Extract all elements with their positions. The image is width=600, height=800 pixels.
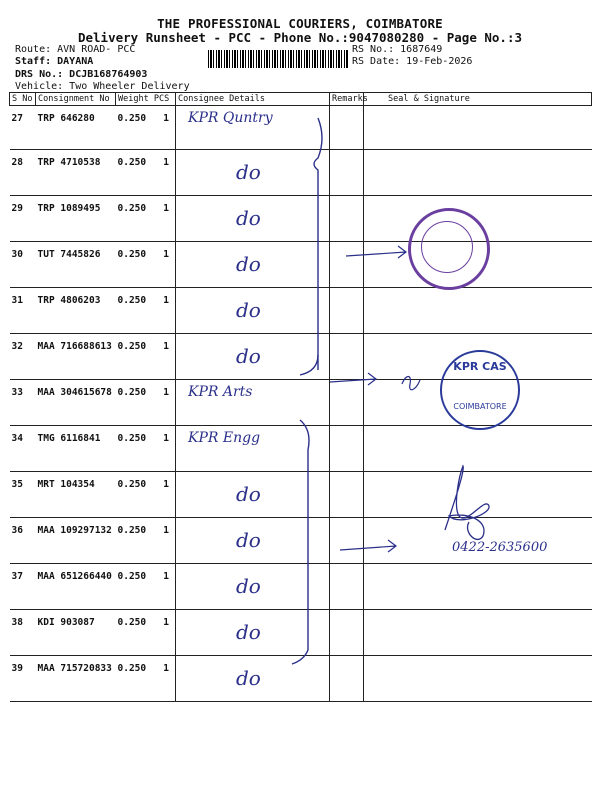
row-sno: 30: [10, 242, 36, 288]
row-consignee: [176, 656, 330, 702]
col-consignment: Consignment No: [36, 93, 116, 106]
row-seal: [364, 610, 592, 656]
row-consignment: MAA 715720833: [36, 656, 116, 702]
row-weight-pcs: 0.250 1: [116, 610, 176, 656]
row-consignee: [176, 380, 330, 426]
row-consignee: [176, 288, 330, 334]
row-consignment: MAA 304615678: [36, 380, 116, 426]
row-weight-pcs: 0.250 1: [116, 334, 176, 380]
row-weight-pcs: 0.250 1: [116, 426, 176, 472]
table-row: [10, 564, 592, 610]
vehicle-label: Vehicle: Two Wheeler Delivery: [15, 81, 190, 92]
row-weight-pcs: 0.250 1: [116, 380, 176, 426]
row-weight-pcs: 0.250 1: [116, 242, 176, 288]
col-remarks: Remarks: [330, 93, 364, 106]
row-sno: 29: [10, 196, 36, 242]
rs-date: RS Date: 19-Feb-2026: [352, 56, 473, 67]
row-consignment: TRP 1089495: [36, 196, 116, 242]
row-seal: [364, 150, 592, 196]
row-sno: 36: [10, 518, 36, 564]
row-sno: 39: [10, 656, 36, 702]
stamp-kpr-cas-text: KPR CAS: [453, 360, 507, 373]
row-consignee: [176, 472, 330, 518]
row-seal: [364, 106, 592, 150]
table-row: [10, 288, 592, 334]
row-consignee: [176, 518, 330, 564]
col-weight-pcs: Weight PCS: [116, 93, 176, 106]
barcode: [208, 50, 348, 68]
row-remarks: [330, 106, 364, 150]
row-consignee: [176, 196, 330, 242]
consignee-handwritten: do: [236, 620, 261, 644]
table-row: [10, 610, 592, 656]
phone-handwritten: 0422-2635600: [452, 540, 548, 555]
row-consignee: [176, 334, 330, 380]
row-consignee: [176, 242, 330, 288]
row-sno: 34: [10, 426, 36, 472]
table-row: [10, 196, 592, 242]
row-weight-pcs: 0.250 1: [116, 196, 176, 242]
row-consignee: [176, 610, 330, 656]
row-consignee: [176, 106, 330, 150]
consignee-handwritten: KPR Arts: [188, 384, 253, 400]
table-row: [10, 656, 592, 702]
runsheet-subtitle: Delivery Runsheet - PCC - Phone No.:9047080280 - Page No.:3: [77, 30, 522, 45]
col-seal: Seal & Signature: [364, 93, 592, 106]
row-seal: [364, 472, 592, 518]
row-seal: [364, 564, 592, 610]
row-remarks: [330, 288, 364, 334]
stamp-round-1: [408, 208, 490, 290]
table-header-row: [10, 93, 592, 106]
row-remarks: [330, 610, 364, 656]
row-consignment: TRP 646280: [36, 106, 116, 150]
col-sno: S No: [10, 93, 36, 106]
row-sno: 37: [10, 564, 36, 610]
consignee-handwritten: do: [236, 574, 261, 598]
row-remarks: [330, 242, 364, 288]
route-label: Route: AVN ROAD- PCC: [15, 44, 136, 55]
col-consignee: Consignee Details: [176, 93, 330, 106]
row-seal: [364, 288, 592, 334]
consignee-handwritten: do: [236, 666, 261, 690]
row-consignment: MAA 651266440: [36, 564, 116, 610]
row-remarks: [330, 196, 364, 242]
stamp-kpr-cas: [440, 350, 520, 430]
row-consignment: TUT 7445826: [36, 242, 116, 288]
row-sno: 31: [10, 288, 36, 334]
consignee-handwritten: do: [236, 482, 261, 506]
row-sno: 38: [10, 610, 36, 656]
row-remarks: [330, 518, 364, 564]
row-weight-pcs: 0.250 1: [116, 288, 176, 334]
row-weight-pcs: 0.250 1: [116, 656, 176, 702]
row-weight-pcs: 0.250 1: [116, 150, 176, 196]
row-seal: [364, 656, 592, 702]
row-consignment: KDI 903087: [36, 610, 116, 656]
row-sno: 32: [10, 334, 36, 380]
stamp-round-1-inner: [421, 221, 473, 273]
row-weight-pcs: 0.250 1: [116, 106, 176, 150]
company-title: THE PROFESSIONAL COURIERS, COIMBATORE: [157, 16, 443, 31]
table-row: [10, 150, 592, 196]
row-seal: [364, 426, 592, 472]
row-sno: 28: [10, 150, 36, 196]
consignee-handwritten: do: [236, 252, 261, 276]
consignee-handwritten: do: [236, 160, 261, 184]
stamp-kpr-cas-sub: COIMBATORE: [453, 402, 507, 411]
consignee-handwritten: do: [236, 206, 261, 230]
consignee-handwritten: do: [236, 298, 261, 322]
row-consignee: [176, 150, 330, 196]
row-consignee: [176, 564, 330, 610]
row-sno: 27: [10, 106, 36, 150]
consignee-handwritten: do: [236, 528, 261, 552]
row-consignment: TRP 4710538: [36, 150, 116, 196]
row-consignment: MAA 716688613: [36, 334, 116, 380]
row-consignment: TMG 6116841: [36, 426, 116, 472]
row-remarks: [330, 150, 364, 196]
row-sno: 35: [10, 472, 36, 518]
table-row: [10, 106, 592, 150]
row-consignment: MRT 104354: [36, 472, 116, 518]
staff-label: Staff: DAYANA: [15, 56, 94, 67]
row-sno: 33: [10, 380, 36, 426]
consignee-handwritten: KPR Quntry: [188, 110, 273, 126]
consignee-handwritten: KPR Engg: [188, 430, 261, 446]
row-remarks: [330, 380, 364, 426]
row-consignment: TRP 4806203: [36, 288, 116, 334]
row-remarks: [330, 472, 364, 518]
row-remarks: [330, 564, 364, 610]
row-remarks: [330, 334, 364, 380]
table-row: [10, 472, 592, 518]
row-consignment: MAA 109297132: [36, 518, 116, 564]
drs-label: DRS No.: DCJB168764903: [15, 69, 148, 80]
table-row: [10, 242, 592, 288]
row-weight-pcs: 0.250 1: [116, 472, 176, 518]
consignee-handwritten: do: [236, 344, 261, 368]
row-weight-pcs: 0.250 1: [116, 564, 176, 610]
row-remarks: [330, 656, 364, 702]
table-row: [10, 426, 592, 472]
row-remarks: [330, 426, 364, 472]
row-consignee: [176, 426, 330, 472]
rs-number: RS No.: 1687649: [352, 44, 443, 55]
row-weight-pcs: 0.250 1: [116, 518, 176, 564]
